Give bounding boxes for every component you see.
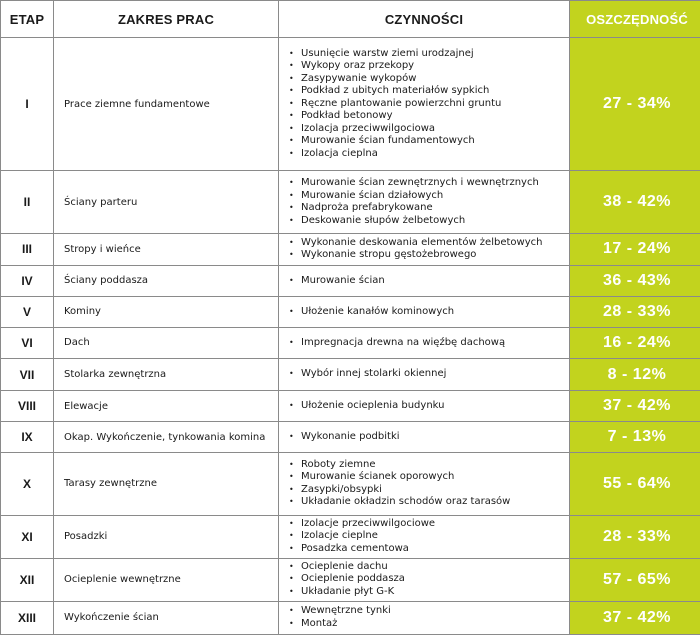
oszczednosc-cell: 38 - 42% [570,171,700,233]
table-row [1,327,700,358]
oszczednosc-cell: 55 - 64% [570,453,700,515]
czynnosci-list [289,48,569,161]
list-item: • Ręczne plantowanie powierzchni gruntu [289,98,569,111]
table-row [1,38,700,171]
oszczednosc-cell: 57 - 65% [570,558,700,601]
oszczednosc-cell: 16 - 24% [570,327,700,358]
czynnosci-list [289,431,569,444]
list-item: • Wykonanie deskowania elementów żelbetowych [289,237,569,250]
table-row [1,359,700,391]
czynnosci-cell [279,515,570,558]
list-item: • Nadproża prefabrykowane [289,202,569,215]
list-item: • Wybór innej stolarki okiennej [289,368,569,381]
list-item: • Izolacje cieplne [289,530,569,543]
list-item: • Ułożenie ocieplenia budynku [289,400,569,413]
table-row [1,171,700,233]
table-row [1,233,700,265]
czynnosci-cell [279,327,570,358]
zakres-cell: Ocieplenie wewnętrzne [54,558,279,601]
etap-cell: VII [1,359,54,391]
table-row [1,601,700,634]
czynnosci-list [289,306,569,319]
list-item: • Ocieplenie poddasza [289,573,569,586]
list-item: • Ułożenie kanałów kominowych [289,306,569,319]
etap-cell: X [1,453,54,515]
oszczednosc-cell: 36 - 43% [570,265,700,296]
list-item: • Montaż [289,618,569,631]
etap-cell: I [1,38,54,171]
header-oszczednosc: OSZCZĘDNOŚĆ [570,1,700,38]
list-item: • Układanie okładzin schodów oraz tarasów [289,496,569,509]
list-item: • Zasypki/obsypki [289,484,569,497]
list-item: • Podkład z ubitych materiałów sypkich [289,85,569,98]
etap-cell: II [1,171,54,233]
czynnosci-list [289,237,569,262]
list-item: • Wykopy oraz przekopy [289,60,569,73]
czynnosci-list [289,177,569,227]
table-row [1,515,700,558]
oszczednosc-cell: 28 - 33% [570,296,700,327]
czynnosci-cell [279,265,570,296]
czynnosci-cell [279,171,570,233]
czynnosci-cell [279,296,570,327]
table-body [1,38,700,635]
list-item: • Deskowanie słupów żelbetowych [289,215,569,228]
czynnosci-cell [279,38,570,171]
czynnosci-list [289,337,569,350]
list-item: • Podkład betonowy [289,110,569,123]
table-row [1,558,700,601]
etap-cell: III [1,233,54,265]
table-row [1,391,700,422]
table-row [1,422,700,453]
list-item: • Murowanie ścian działowych [289,190,569,203]
czynnosci-cell [279,391,570,422]
table-row [1,453,700,515]
czynnosci-cell [279,558,570,601]
czynnosci-cell [279,359,570,391]
list-item: • Wykonanie podbitki [289,431,569,444]
czynnosci-cell [279,422,570,453]
czynnosci-list [289,561,569,599]
etap-cell: IV [1,265,54,296]
header-czynnosci: CZYNNOŚCI [279,1,570,38]
list-item: • Układanie płyt G-K [289,586,569,599]
oszczednosc-cell: 7 - 13% [570,422,700,453]
oszczednosc-cell: 37 - 42% [570,601,700,634]
zakres-cell: Kominy [54,296,279,327]
zakres-cell: Okap. Wykończenie, tynkowania komina [54,422,279,453]
list-item: • Izolacja cieplna [289,148,569,161]
table-row [1,296,700,327]
list-item: • Izolacja przeciwwilgociowa [289,123,569,136]
zakres-cell: Ściany parteru [54,171,279,233]
czynnosci-cell [279,453,570,515]
etap-cell: VIII [1,391,54,422]
zakres-cell: Tarasy zewnętrzne [54,453,279,515]
list-item: • Usunięcie warstw ziemi urodzajnej [289,48,569,61]
etap-cell: V [1,296,54,327]
header-etap: ETAP [1,1,54,38]
oszczednosc-cell: 8 - 12% [570,359,700,391]
header-row [1,1,700,38]
list-item: • Posadzka cementowa [289,543,569,556]
list-item: • Ocieplenie dachu [289,561,569,574]
list-item: • Izolacje przeciwwilgociowe [289,518,569,531]
table-row [1,265,700,296]
list-item: • Murowanie ścian zewnętrznych i wewnętrznych [289,177,569,190]
list-item: • Murowanie ścian [289,275,569,288]
etap-cell: VI [1,327,54,358]
zakres-cell: Prace ziemne fundamentowe [54,38,279,171]
etap-cell: XI [1,515,54,558]
zakres-cell: Elewacje [54,391,279,422]
oszczednosc-cell: 37 - 42% [570,391,700,422]
zakres-cell: Dach [54,327,279,358]
czynnosci-cell [279,601,570,634]
zakres-cell: Ściany poddasza [54,265,279,296]
list-item: • Wewnętrzne tynki [289,605,569,618]
etap-cell: IX [1,422,54,453]
czynnosci-list [289,275,569,288]
czynnosci-list [289,518,569,556]
zakres-cell: Posadzki [54,515,279,558]
etap-cell: XIII [1,601,54,634]
list-item: • Roboty ziemne [289,459,569,472]
list-item: • Wykonanie stropu gęstożebrowego [289,249,569,262]
oszczednosc-cell: 28 - 33% [570,515,700,558]
czynnosci-list [289,459,569,509]
list-item: • Zasypywanie wykopów [289,73,569,86]
czynnosci-list [289,400,569,413]
list-item: • Impregnacja drewna na więźbę dachową [289,337,569,350]
zakres-cell: Stropy i wieńce [54,233,279,265]
oszczednosc-cell: 27 - 34% [570,38,700,171]
czynnosci-list [289,605,569,630]
czynnosci-list [289,368,569,381]
zakres-cell: Stolarka zewnętrzna [54,359,279,391]
etap-cell: XII [1,558,54,601]
header-zakres: ZAKRES PRAC [54,1,279,38]
list-item: • Murowanie ścianek oporowych [289,471,569,484]
czynnosci-cell [279,233,570,265]
list-item: • Murowanie ścian fundamentowych [289,135,569,148]
oszczednosc-cell: 17 - 24% [570,233,700,265]
zakres-cell: Wykończenie ścian [54,601,279,634]
